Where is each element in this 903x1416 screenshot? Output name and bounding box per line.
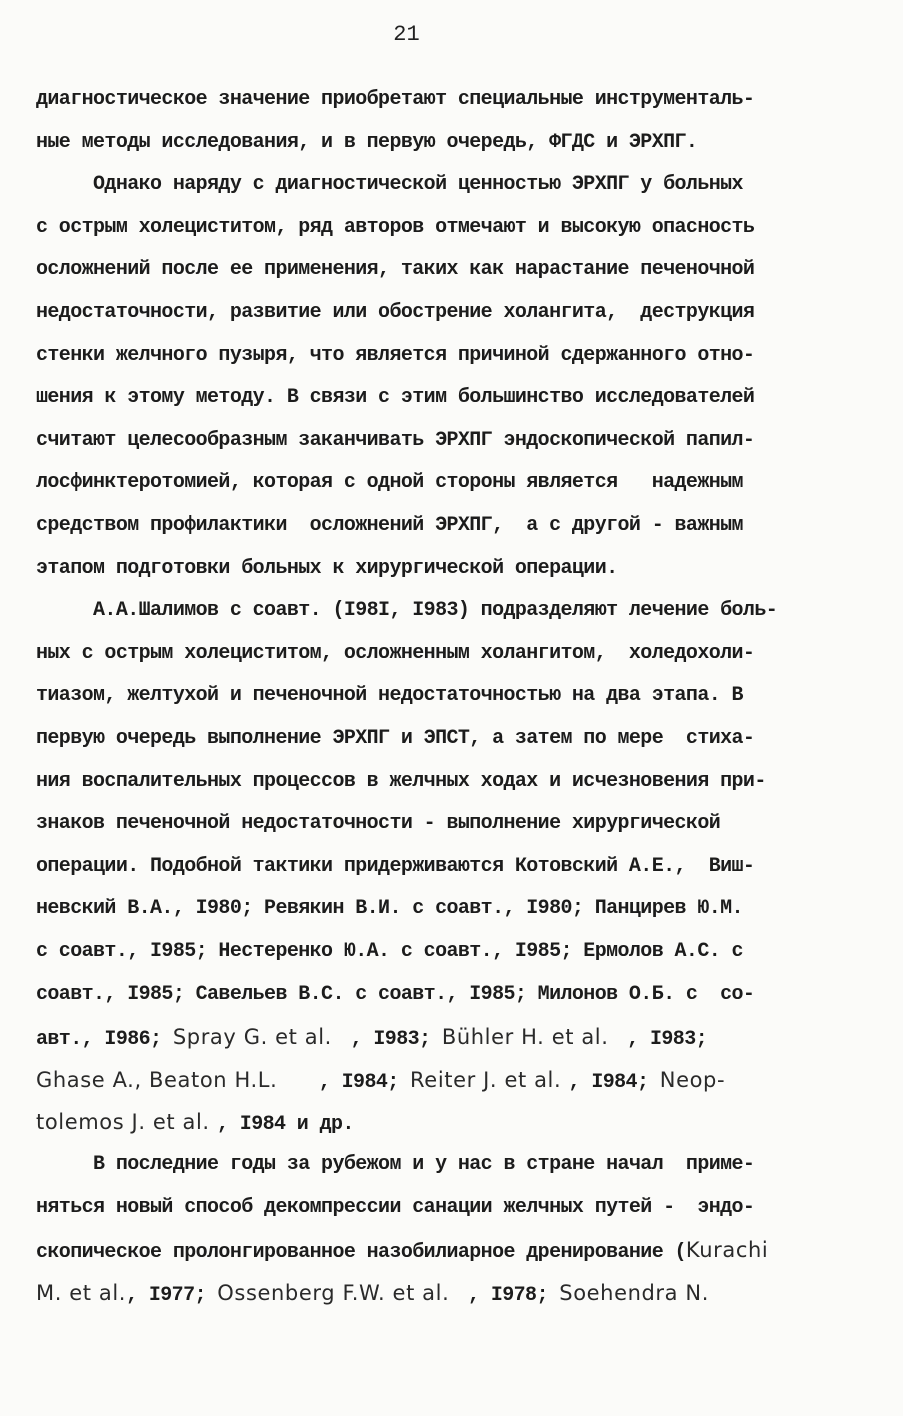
text-line bbox=[36, 1110, 354, 1137]
text-line: невский В.А., I980; Ревякин В.И. с соавт., I980; Панцирев Ю.М. bbox=[36, 897, 743, 921]
text-line: ных с острым холециститом, осложненным холангитом, холедохоли- bbox=[36, 641, 755, 665]
text-line: А.А.Шалимов с соавт. (I98I, I983) подразделяют лечение боль- bbox=[36, 599, 778, 623]
text-line: В последние годы за рубежом и у нас в стране начал приме- bbox=[36, 1153, 755, 1176]
text-segment: скопическое пролонгированное назобилиарное дренирование ( bbox=[36, 1241, 686, 1265]
text-line: знаков печеночной недостаточности - выполнение хирургической bbox=[36, 812, 721, 836]
text-line: шения к этому методу. В связи с этим большинство исследователей bbox=[36, 386, 755, 410]
text-line: соавт., I985; Савельев В.С. с соавт., I985; Милонов О.Б. с со- bbox=[36, 982, 755, 1006]
text-line: этапом подготовки больных к хирургической операции. bbox=[36, 556, 618, 580]
text-line bbox=[36, 1281, 709, 1308]
text-segment: , I977; bbox=[126, 1283, 218, 1307]
text-segment: , I984 и др. bbox=[216, 1113, 354, 1137]
text-line: считают целесообразным заканчивать ЭРХПГ эндоскопической папил- bbox=[36, 428, 755, 452]
handwritten-reference: M. et al. bbox=[36, 1280, 127, 1305]
text-line bbox=[36, 1068, 725, 1095]
text-segment: , I983; bbox=[615, 1028, 707, 1052]
text-line bbox=[36, 1025, 707, 1052]
text-segment: , I984; bbox=[284, 1070, 411, 1094]
text-line: ные методы исследования, и в первую очередь, ФГДС и ЭРХПГ. bbox=[36, 130, 698, 154]
handwritten-reference: Kurachi bbox=[685, 1238, 769, 1263]
text-line: операции. Подобной тактики придерживаются Котовский А.Е., Виш- bbox=[36, 854, 755, 878]
text-segment: , I984; bbox=[568, 1070, 660, 1094]
text-line: тиазом, желтухой и печеночной недостаточностью на два этапа. В bbox=[36, 684, 743, 708]
handwritten-reference: Ossenberg F.W. et al. bbox=[217, 1280, 457, 1305]
text-line: диагностическое значение приобретают специальные инструменталь- bbox=[36, 88, 755, 111]
text-line: с острым холециститом, ряд авторов отмечают и высокую опасность bbox=[36, 215, 755, 239]
text-line: с соавт., I985; Нестеренко Ю.А. с соавт., I985; Ермолов А.С. с bbox=[36, 940, 743, 963]
handwritten-reference: tolemos J. et al. bbox=[36, 1110, 217, 1135]
text-segment: авт., I986; bbox=[36, 1028, 173, 1052]
text-line: Однако наряду с диагностической ценностью ЭРХПГ у больных bbox=[36, 173, 743, 197]
handwritten-reference: Reiter J. et al. bbox=[410, 1067, 569, 1092]
handwritten-reference: Neop- bbox=[659, 1067, 726, 1092]
handwritten-reference: Ghase A., Beaton H.L. bbox=[36, 1067, 285, 1092]
text-segment: , I983; bbox=[339, 1028, 442, 1052]
text-line: лосфинктеротомией, которая с одной стороны является надежным bbox=[36, 471, 743, 495]
text-line: осложнений после ее применения, таких как нарастание печеночной bbox=[36, 258, 755, 282]
handwritten-reference: Bühler H. et al. bbox=[441, 1025, 616, 1050]
text-line: стенки желчного пузыря, что является причиной сдержанного отно- bbox=[36, 343, 755, 367]
page-number: 21 bbox=[393, 22, 420, 47]
text-line: первую очередь выполнение ЭРХПГ и ЭПСТ, а затем по мере стиха- bbox=[36, 727, 755, 750]
handwritten-reference: Soehendra N. bbox=[559, 1280, 709, 1305]
text-line: няться новый способ декомпрессии санации желчных путей - эндо- bbox=[36, 1195, 755, 1219]
text-line bbox=[36, 1238, 768, 1265]
handwritten-reference: Spray G. et al. bbox=[172, 1025, 340, 1050]
text-segment: , I978; bbox=[456, 1283, 560, 1307]
text-line: средством профилактики осложнений ЭРХПГ, а с другой - важным bbox=[36, 514, 743, 537]
text-line: недостаточности, развитие или обострение холангита, деструкция bbox=[36, 301, 755, 324]
text-line: ния воспалительных процессов в желчных ходах и исчезновения при- bbox=[36, 769, 766, 793]
